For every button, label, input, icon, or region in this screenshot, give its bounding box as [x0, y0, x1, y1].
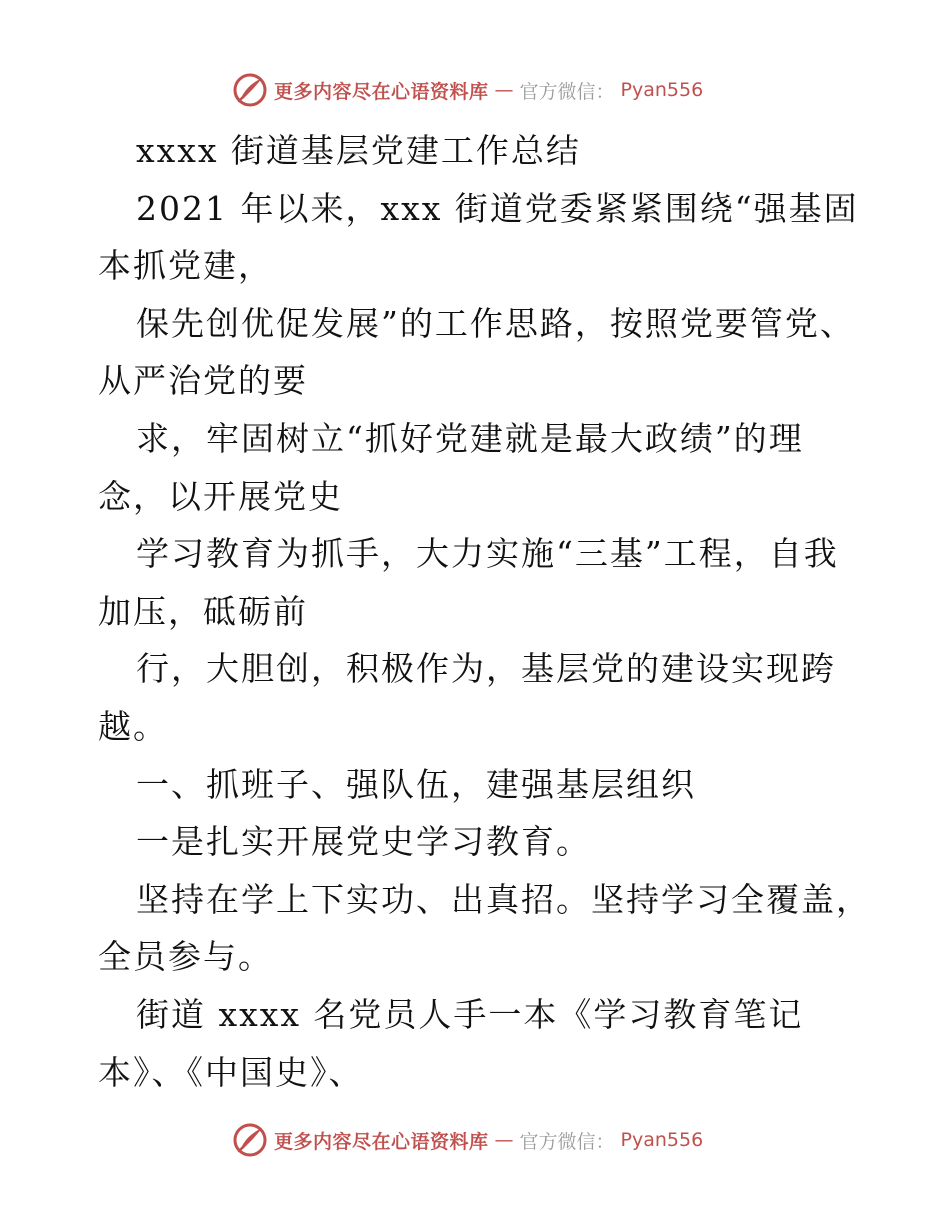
- footer-banner: [232, 1120, 703, 1160]
- document-body: [98, 122, 871, 1101]
- banner-wechat-id: Pyan556: [620, 1129, 704, 1151]
- banner-label: 官方微信：: [519, 1130, 615, 1153]
- banner-separator: —: [494, 1129, 514, 1151]
- quill-logo-icon: [232, 1122, 268, 1158]
- section-heading: 一、抓班子、强队伍，建强基层组织: [136, 764, 696, 804]
- text-line: 坚持在学上下实功、出真招。坚持学习全覆盖，: [136, 879, 871, 919]
- text-line: 从严治党的要: [98, 361, 308, 401]
- banner-title: 更多内容尽在心语资料库: [274, 1130, 489, 1153]
- text-line: 求，牢固树立“抓好党建就是最大政绩”的理: [136, 418, 804, 458]
- text-line: 街道 xxxx 名党员人手一本《学习教育笔记: [136, 994, 804, 1034]
- text-line: 保先创优促发展”的工作思路，按照党要管党、: [136, 303, 855, 343]
- text-line: 本》、《中国史》、: [98, 1052, 364, 1092]
- text-line: 越。: [98, 706, 168, 746]
- document-title: xxxx 街道基层党建工作总结: [136, 131, 581, 170]
- banner-separator: —: [494, 79, 514, 101]
- text-line: 2021 年以来，xxx 街道党委紧紧围绕“强基固: [136, 188, 859, 228]
- text-line: 学习教育为抓手，大力实施“三基”工程，自我: [136, 534, 839, 574]
- banner-wechat-id: Pyan556: [620, 79, 704, 101]
- text-line: 全员参与。: [98, 937, 273, 977]
- text-line: 行，大胆创，积极作为，基层党的建设实现跨: [136, 649, 836, 689]
- text-line: 加压，砥砺前: [98, 591, 308, 631]
- banner-title: 更多内容尽在心语资料库: [274, 80, 489, 103]
- banner-label: 官方微信：: [519, 80, 615, 103]
- quill-logo-icon: [232, 72, 268, 108]
- text-line: 本抓党建，: [98, 246, 273, 286]
- text-line: 一是扎实开展党史学习教育。: [136, 822, 591, 862]
- text-line: 念，以开展党史: [98, 476, 343, 516]
- header-banner: [232, 70, 703, 110]
